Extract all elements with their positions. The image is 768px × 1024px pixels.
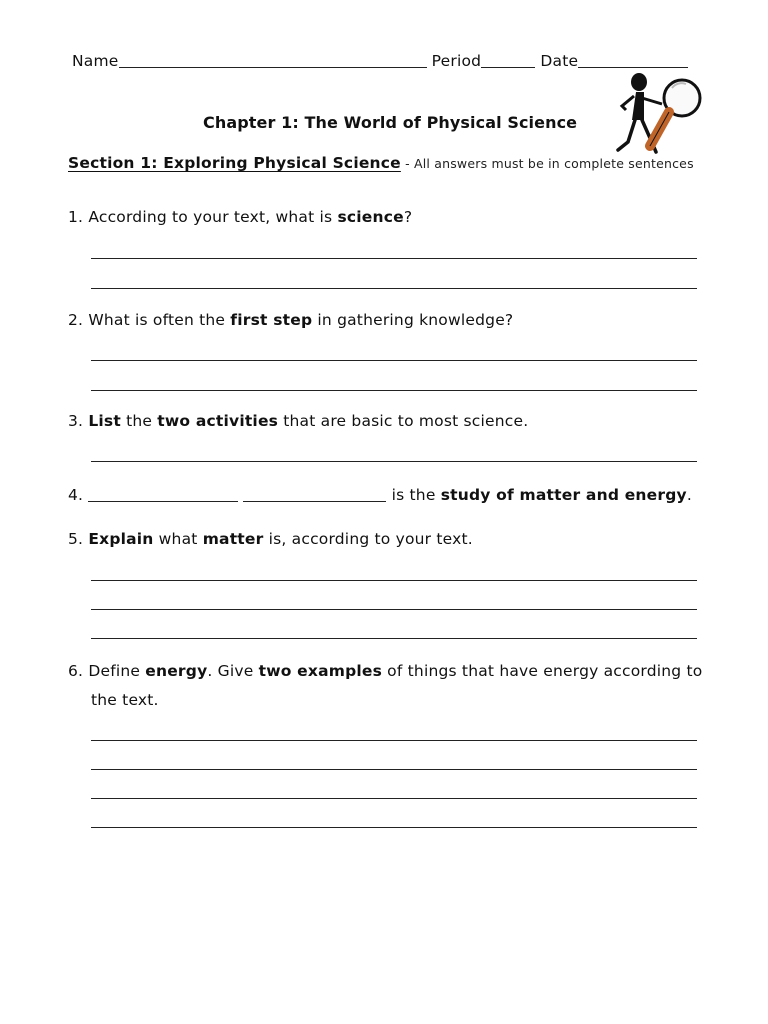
question-text: Define [83, 662, 146, 680]
question-text: the text. [91, 691, 159, 709]
section-note: - All answers must be in complete sentences [400, 156, 694, 171]
question-keyword: two examples [258, 662, 383, 680]
question-number: 2. [68, 311, 84, 329]
answer-line[interactable] [91, 827, 697, 828]
answer-line[interactable] [91, 740, 697, 741]
question-text: that are basic to most science. [278, 412, 529, 430]
question-number: 3. [68, 412, 84, 430]
question-text: is the [386, 486, 441, 504]
question-1 [68, 207, 412, 227]
question-keyword: List [88, 412, 121, 430]
name-blank[interactable] [119, 52, 427, 68]
question-3 [68, 411, 528, 431]
question-text: the [120, 412, 158, 430]
answer-line[interactable] [91, 638, 697, 639]
question-keyword: science [337, 208, 404, 226]
answer-line[interactable] [91, 360, 697, 361]
answer-line[interactable] [91, 258, 697, 259]
question-text: ? [403, 208, 413, 226]
answer-line[interactable] [91, 580, 697, 581]
question-text: What is often the [83, 311, 231, 329]
section-heading [68, 153, 694, 174]
question-keyword: Explain [88, 530, 154, 548]
question-text: . Give [207, 662, 259, 680]
answer-line[interactable] [91, 769, 697, 770]
answer-line[interactable] [91, 609, 697, 610]
question-5 [68, 529, 473, 549]
answer-line[interactable] [91, 461, 697, 462]
question-text: of things that have energy according to [382, 662, 703, 680]
blank-1[interactable] [88, 486, 238, 502]
header-row [72, 51, 688, 71]
question-text: . [686, 486, 692, 504]
question-number: 5. [68, 530, 84, 548]
question-text: what [153, 530, 203, 548]
question-text: is, according to your text. [263, 530, 473, 548]
question-text: According to your text, what is [83, 208, 338, 226]
question-2 [68, 310, 513, 330]
question-keyword: matter [202, 530, 264, 548]
question-6-continuation [91, 690, 159, 710]
question-keyword: two activities [157, 412, 279, 430]
question-keyword: study of matter and energy [440, 486, 687, 504]
question-number: 1. [68, 208, 84, 226]
question-number: 6. [68, 662, 84, 680]
answer-line[interactable] [91, 798, 697, 799]
name-label: Name [72, 52, 119, 70]
question-keyword: first step [230, 311, 313, 329]
question-4 [68, 485, 692, 505]
scientist-with-magnifying-glass-icon [614, 72, 710, 158]
question-keyword: energy [145, 662, 208, 680]
question-6 [68, 661, 702, 681]
question-number: 4. [68, 486, 84, 504]
question-text: in gathering knowledge? [312, 311, 514, 329]
page-title-text: Chapter 1: The World of Physical Science [203, 113, 578, 132]
answer-line[interactable] [91, 390, 697, 391]
period-blank[interactable] [481, 52, 535, 68]
section-label: Section 1: Exploring Physical Science [68, 154, 401, 172]
page-title [203, 113, 577, 133]
date-blank[interactable] [578, 52, 688, 68]
answer-line[interactable] [91, 288, 697, 289]
date-label: Date [540, 52, 579, 70]
blank-2[interactable] [243, 486, 386, 502]
period-label: Period [431, 52, 482, 70]
